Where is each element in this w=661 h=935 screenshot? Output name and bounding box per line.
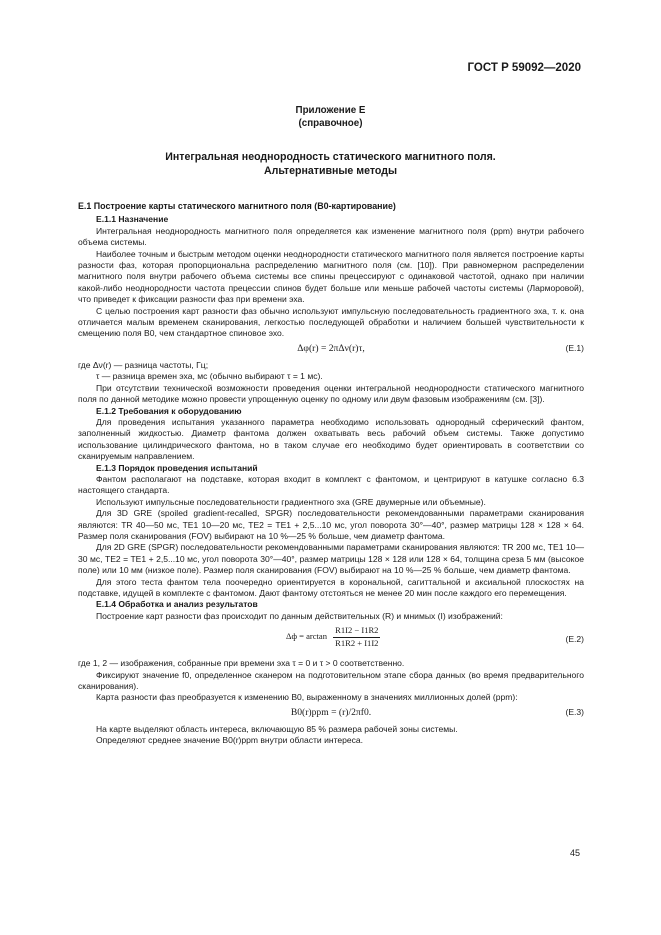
title-line-2: Альтернативные методы bbox=[263, 165, 398, 177]
paragraph: Определяют среднее значение B0(r)ppm внутри области интереса. bbox=[96, 735, 364, 746]
fraction-denominator: R1R2 + I1I2 bbox=[335, 637, 379, 648]
section-e13-heading: E.1.3 Порядок проведения испытаний bbox=[96, 462, 258, 473]
equation-formula: Δφ(r) = 2πΔν(r)τ, bbox=[297, 342, 365, 354]
equation-formula: B0(r)ppm = (r)/2πf0. bbox=[290, 706, 372, 718]
paragraph: Используют импульсные последовательности градиентного эха (GRE двумерные или объемные). bbox=[96, 496, 486, 507]
paragraph: Интегральная неоднородность магнитного поля определяется как изменение магнитного поля (ppm) внутри рабочего объема системы. bbox=[78, 225, 584, 248]
paragraph: При отсутствии технической возможности проведения оценки интегральной неоднородности статического магнитного поля по данной методике можно провести упрощенную оценку по одному или двум фазовым изображениям (см. [3]). bbox=[78, 382, 584, 405]
paragraph: где 1, 2 — изображения, собранные при времени эха τ = 0 и τ > 0 соответственно. bbox=[78, 658, 405, 669]
paragraph: Построение карт разности фаз происходит по данным действительных (R) и мнимых (I) изображений: bbox=[96, 610, 503, 621]
paragraph: Для 2D GRE (SPGR) последовательности рекомендованными параметрами сканирования являются: TR 200 мс, TE1 10—30 мс, TE2 = TE1 + 2,5...10 мс, угол поворота 30°—40°, размер матрицы 128 × 128 или 128 × 64, толщина среза 5 мм (высокое поле) или 10 мм (низкое поле). Размер поля сканирования (FOV) выбирают на 10 %—25 % больше, чем диаметр фантома. bbox=[78, 542, 584, 576]
standard-number: ГОСТ Р 59092—2020 bbox=[467, 62, 581, 74]
where-line: τ — разница времен эха, мс (обычно выбирают τ = 1 мс). bbox=[96, 371, 323, 382]
equation-e1 bbox=[78, 340, 584, 360]
section-e1-heading: E.1 Построение карты статического магнитного поля (B0-картирование) bbox=[78, 201, 396, 211]
where-line: где Δν(r) — разница частоты, Гц; bbox=[78, 359, 209, 370]
equation-number: (Е.3) bbox=[565, 706, 584, 717]
paragraph: На карте выделяют область интереса, включающую 85 % размера рабочей зоны системы. bbox=[96, 723, 458, 734]
equation-e3 bbox=[78, 704, 584, 724]
title-line-1: Интегральная неоднородность статического магнитного поля. bbox=[165, 151, 496, 163]
page-number: 45 bbox=[569, 848, 580, 858]
paragraph: Карта разности фаз преобразуется к изменению B0, выраженному в значениях миллионных долей (ppm): bbox=[96, 692, 518, 703]
paragraph: Фиксируют значение f0, определенное сканером на подготовительном этапе сбора данных (во время предварительного сканирования). bbox=[78, 669, 584, 692]
fraction-numerator: R1I2 − I1R2 bbox=[333, 625, 380, 637]
equation-number: (Е.1) bbox=[565, 342, 584, 353]
appendix-heading bbox=[0, 104, 661, 130]
document-title bbox=[0, 150, 661, 178]
equation-number: (Е.2) bbox=[565, 634, 584, 645]
section-e11-heading: E.1.1 Назначение bbox=[96, 214, 169, 225]
paragraph: Для этого теста фантом тела поочередно ориентируется в корональной, сагиттальной и аксиальной плоскостях на подставке, идущей в комплекте с фантомом. Дают фантому отстояться не менее 20 мин после каждого его перемещения. bbox=[78, 576, 584, 598]
equation-formula: Δф = arctan $\frac{R1I2 - I1R2}{R1R2 + I1I2}$ bbox=[286, 625, 379, 648]
appendix-subtitle: (справочное) bbox=[298, 118, 363, 129]
section-e12-heading: E.1.2 Требования к оборудованию bbox=[96, 405, 242, 416]
paragraph: Для 3D GRE (spoiled gradient-recalled, SPGR) последовательности рекомендованными параметрами сканирования являются: TR 40—50 мс, TE1 10—20 мс, TE2 = TE1 + 2,5...10 мс, угол поворота 30°—40°, размер матрицы 128 × 128 × 64. Размер поля сканирования (FOV) выбирают на 10 %—25 % больше, чем диаметр фантома. bbox=[78, 508, 584, 541]
paragraph: Для проведения испытания указанного параметра необходимо использовать однородный сферический фантом, заполненный жидкостью. Диаметр фантома должен охватывать весь рабочий объем системы. Также допустимо использование цилиндрического фантома, но в таком случае его необходимо будет ориентировать в соответствии со сканируемым направлением. bbox=[78, 416, 584, 462]
paragraph: С целью построения карт разности фаз обычно используют импульсную последовательность градиентного эха, т. к. она отличается малым временем сканирования, легкостью последующей обработки и наличием большей чувствительности к смещению поля B0, чем стандартное спиновое эхо. bbox=[78, 305, 584, 339]
paragraph: Фантом располагают на подставке, которая входит в комплект с фантомом, и центрируют в катушке согласно 6.3 настоящего стандарта. bbox=[78, 473, 584, 496]
document-body bbox=[78, 193, 584, 747]
equation-e2 bbox=[78, 622, 584, 658]
section-e14-heading: E.1.4 Обработка и анализ результатов bbox=[96, 599, 258, 610]
paragraph: Наиболее точным и быстрым методом оценки неоднородности статического магнитного поля является построение карты разности фаз, которая пропорциональна распределению магнитного поля (см. [10]). При равномерном распределении магнитного поля внутри рабочего объема системы все спины прецессируют с одинаковой частотой, однако при наличии какой-либо неоднородности частота прецессии спинов будет больше или меньше рабочей частоты системы (Ларморовой), что приведет к фиксации разности фаз при времени эха. bbox=[78, 248, 584, 305]
appendix-title: Приложение Е bbox=[295, 105, 366, 116]
